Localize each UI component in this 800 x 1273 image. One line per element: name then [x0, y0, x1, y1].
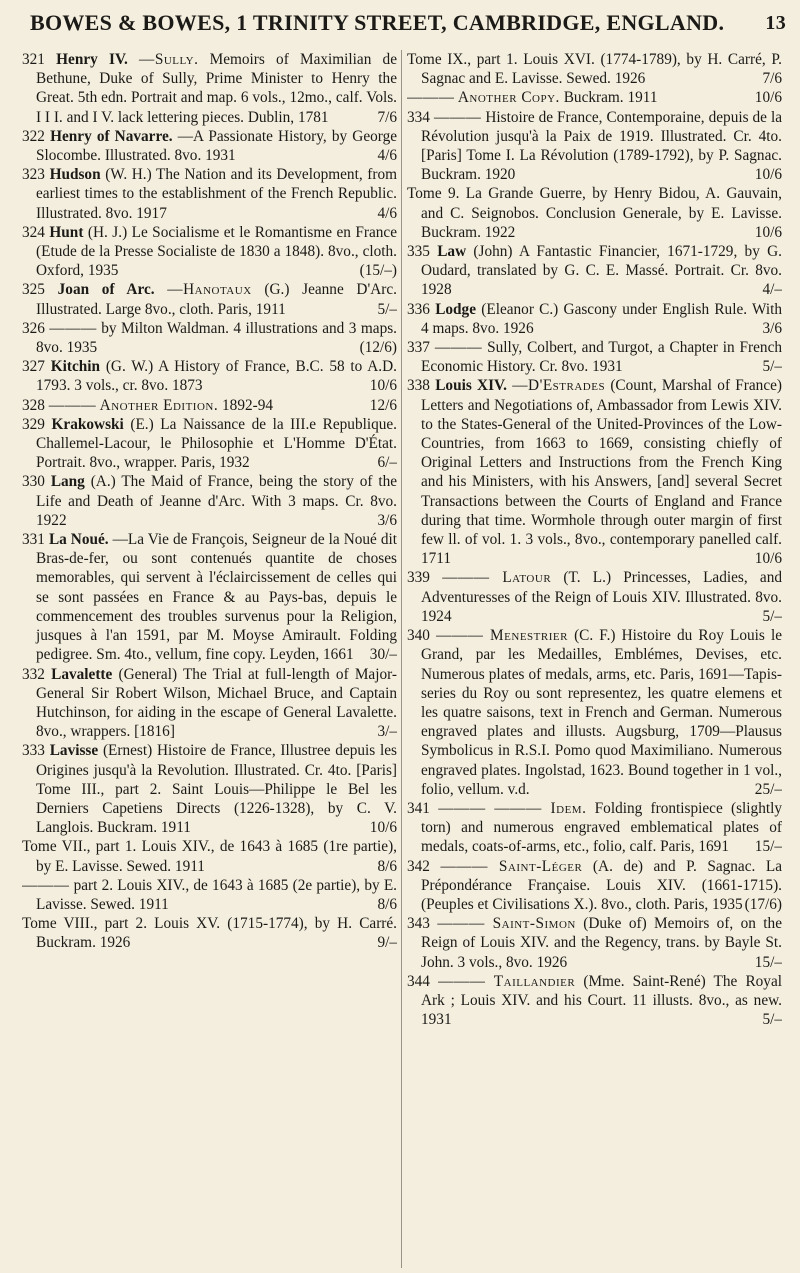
- entry-description: (General) The Trial at full-length of Major-General Sir Robert Wilson, Michael Bruce, and Captain Hutchinson, for aiding in the escape of General Lavalette. 8vo., wrappers. [1816]: [36, 665, 397, 741]
- entry-number: 330: [22, 473, 45, 491]
- catalogue-entry: [407, 300, 782, 338]
- catalogue-entry: [407, 799, 782, 857]
- entry-heading-smallcaps: ——— ——— Idem.: [438, 799, 587, 817]
- entry-description: by Milton Waldman. 4 illustrations and 3 maps. 8vo. 1935: [36, 319, 397, 357]
- entry-price: 6/–: [377, 454, 397, 472]
- entry-price: 5/–: [762, 358, 782, 376]
- entry-description: Tome VIII., part 2. Louis XV. (1715-1774), by H. Carré. Buckram. 1926: [22, 915, 397, 952]
- entry-description: Tome 9. La Grande Guerre, by Henry Bidou, A. Gauvain, and C. Seignobos. Conclusion Generale, by E. Lavisse. Buckram. 1922: [407, 185, 782, 241]
- entry-description: (Ernest) Histoire de France, Illustree depuis les Origines jusqu'à la Revolution. Illustrated. Cr. 4to. [Paris] Tome III., part 2. Saint Louis—Philippe le Bel les Derniers Capetiens Directs (1226-1328), by C. V. Langlois. Buckram. 1911: [36, 742, 397, 837]
- entry-number: 342: [407, 857, 430, 875]
- entry-description: Histoire de France, Contemporaine, depuis de la Révolution jusqu'à la Paix de 1919. Illustrated. Cr. 4to. [Paris] Tome I. La Révolution (1789-1792), by P. Sagnac. Buckram. 1920: [421, 108, 782, 184]
- entry-heading: Henry of Navarre.: [50, 127, 173, 145]
- column-divider: [401, 50, 402, 1268]
- catalogue-entry: [22, 741, 397, 837]
- entry-heading: Law: [437, 243, 467, 261]
- entry-price: 4/6: [377, 204, 397, 222]
- entry-number: 344: [407, 972, 430, 990]
- catalogue-entry: [407, 50, 782, 88]
- entry-heading: Lavalette: [51, 665, 113, 683]
- entry-description: (John) A Fantastic Financier, 1671-1729, by G. Oudard, translated by G. C. E. Massé. Portrait. Cr. 8vo. 1928: [421, 243, 782, 299]
- entry-heading-smallcaps: ———: [49, 319, 97, 337]
- entry-description: 1892-94: [222, 396, 274, 414]
- entry-heading-smallcaps: ——— Another Copy.: [407, 89, 560, 107]
- entry-description: (A. de) and P. Sagnac. La Prépondérance Française. Louis XIV. (1661-1715). (Peuples et Civilisations X.). 8vo., cloth. Paris, 1935: [421, 857, 782, 913]
- entry-number: 328: [22, 396, 45, 414]
- entry-heading-smallcaps: ——— Taillandier: [438, 972, 576, 990]
- entry-price: 10/6: [754, 89, 782, 107]
- entry-number: 329: [22, 415, 45, 433]
- entry-number: 322: [22, 127, 45, 145]
- entry-price: 3/6: [762, 319, 782, 337]
- entry-heading: Krakowski: [51, 415, 124, 433]
- catalogue-entry: [407, 184, 782, 242]
- entry-description: Tome IX., part 1. Louis XVI. (1774-1789), by H. Carré, P. Sagnac and E. Lavisse. Sewed. 1926: [407, 51, 782, 88]
- running-header: [0, 0, 800, 46]
- catalogue-entry: [407, 108, 782, 185]
- entry-number: 332: [22, 665, 45, 683]
- entry-number: 341: [407, 799, 430, 817]
- entry-description: (T. L.) Princesses, Ladies, and Adventuresses of the Reign of Louis XIV. Illustrated. 8vo. 1924: [421, 569, 782, 625]
- entry-heading: Lavisse: [49, 742, 99, 760]
- left-column: [22, 50, 397, 1268]
- entry-price: 15/–: [754, 953, 782, 971]
- catalogue-entry: [407, 568, 782, 626]
- entry-number: 326: [22, 319, 45, 337]
- entry-price: 10/6: [754, 223, 782, 241]
- entry-price: (15/–): [359, 262, 397, 280]
- entry-heading-smallcaps: —Hanotaux: [167, 281, 252, 299]
- entry-description: (E.) La Naissance de la III.e Republique. Challemel-Lacour, le Philosophie et L'Homme D'État. Portrait. 8vo., wrapper. Paris, 1932: [36, 415, 397, 472]
- entry-price: 15/–: [754, 838, 782, 856]
- catalogue-entry: [22, 223, 397, 281]
- entry-number: 334: [407, 108, 430, 126]
- entry-heading: Lodge: [435, 300, 476, 318]
- entry-number: 325: [22, 281, 45, 299]
- entry-description: (G. W.) A History of France, B.C. 58 to A.D. 1793. 3 vols., cr. 8vo. 1873: [36, 358, 397, 395]
- catalogue-entry: [22, 530, 397, 664]
- entry-number: 321: [22, 51, 45, 68]
- entry-price: 7/6: [762, 70, 782, 88]
- catalogue-entry: [407, 914, 782, 972]
- entry-price: (17/6): [744, 895, 782, 913]
- entry-heading: Hunt: [49, 223, 84, 241]
- catalogue-entry: [22, 280, 397, 318]
- catalogue-entry: [407, 242, 782, 300]
- entry-price: 3/–: [377, 723, 397, 741]
- entry-description: (G.) Jeanne D'Arc. Illustrated. Large 8vo., cloth. Paris, 1911: [36, 281, 397, 318]
- entry-description: part 2. Louis XIV., de 1643 à 1685 (2e partie), by E. Lavisse. Sewed. 1911: [36, 876, 397, 913]
- entry-price: 10/6: [369, 819, 397, 837]
- entry-heading: Hudson: [49, 166, 101, 184]
- catalogue-entry: [22, 415, 397, 473]
- entry-heading: La Noué.: [48, 531, 109, 549]
- entry-price: 10/6: [754, 166, 782, 184]
- catalogue-entry: [407, 88, 782, 107]
- catalogue-entry: [407, 338, 782, 376]
- entry-price: 9/–: [377, 934, 397, 952]
- catalogue-entry: [22, 472, 397, 530]
- entry-heading-smallcaps: ——— Saint-Simon: [437, 915, 576, 933]
- entry-heading-smallcaps: —D'Estrades: [512, 377, 606, 395]
- running-head-text: BOWES & BOWES, 1 TRINITY STREET, CAMBRIDGE, ENGLAND.: [30, 10, 725, 35]
- catalogue-entry: [22, 914, 397, 952]
- entry-number: 331: [22, 531, 45, 549]
- entry-description: (W. H.) The Nation and its Development, from earliest times to the establishment of the French Republic. Illustrated. 8vo. 1917: [36, 166, 397, 222]
- entry-number: 323: [22, 166, 45, 184]
- entry-number: 333: [22, 742, 45, 760]
- entry-number: 338: [407, 377, 430, 395]
- entry-description: (H. J.) Le Socialisme et le Romantisme en France (Etude de la Presse Socialiste de 1830 a 1848). 8vo., cloth. Oxford, 1935: [36, 223, 397, 280]
- entry-heading-smallcaps: ——— Menestrier: [436, 627, 568, 645]
- entry-number: 324: [22, 223, 45, 241]
- entry-heading: Henry IV.: [56, 51, 128, 68]
- entry-number: 337: [407, 339, 430, 357]
- entry-description: —La Vie de François, Seigneur de la Noué dit Bras-de-fer, ou sont contenués quantite de choses memorables, qui servent à l'éclaircissement de celles qui se sont passées en France & au Pays-bas, depuis le commencement des troubles survenus pour la Religion, jusques à l'an 1591, par M. Moyse Amirault. Folding pedigree. Sm. 4to., vellum, fine copy. Leyden, 1661: [36, 531, 397, 664]
- entry-heading-smallcaps: ——— Latour: [442, 569, 552, 587]
- entry-price: 8/6: [377, 857, 397, 875]
- right-column: [407, 50, 782, 1268]
- entry-heading-smallcaps: ———: [22, 876, 70, 894]
- entry-price: 12/6: [369, 396, 397, 414]
- entry-description: Sully, Colbert, and Turgot, a Chapter in French Economic History. Cr. 8vo. 1931: [421, 339, 782, 376]
- entry-price: 10/6: [754, 550, 782, 568]
- entry-number: 340: [407, 627, 430, 645]
- entry-description: Tome VII., part 1. Louis XIV., de 1643 à 1685 (1re partie), by E. Lavisse. Sewed. 1911: [22, 838, 397, 875]
- entry-price: 7/6: [377, 108, 397, 126]
- catalogue-entry: [22, 357, 397, 395]
- entry-heading: Lang: [50, 473, 85, 491]
- entry-price: 4/–: [762, 281, 782, 299]
- catalogue-entry: [22, 127, 397, 165]
- entry-price: 8/6: [377, 895, 397, 913]
- entry-number: 339: [407, 569, 430, 587]
- entry-description: Buckram. 1911: [563, 89, 658, 107]
- catalogue-entry: [407, 857, 782, 915]
- entry-heading-smallcaps: —Sully.: [139, 51, 199, 68]
- entry-price: 5/–: [762, 1011, 782, 1029]
- entry-heading: Louis XIV.: [435, 377, 507, 395]
- entry-price: 30/–: [369, 646, 397, 664]
- catalogue-entry: [22, 165, 397, 223]
- entry-number: 335: [407, 243, 430, 261]
- entry-price: 5/–: [762, 607, 782, 625]
- catalogue-entry: [22, 837, 397, 875]
- entry-description: (Mme. Saint-René) The Royal Ark ; Louis XIV. and his Court. 11 illusts. 8vo., as new. 1931: [421, 972, 782, 1029]
- entry-number: 343: [407, 915, 430, 933]
- entry-description: (Duke of) Memoirs of, on the Reign of Louis XIV. and the Regency, trans. by Bayle St. John. 3 vols., 8vo. 1926: [421, 915, 782, 971]
- entry-description: (A.) The Maid of France, being the story of the Life and Death of Jeanne d'Arc. With 3 maps. Cr. 8vo. 1922: [36, 473, 397, 529]
- catalogue-entry: [22, 50, 397, 127]
- entry-description: Memoirs of Maximilian de Bethune, Duke of Sully, Prime Minister to Henry the Great. 5th edn. Portrait and map. 6 vols., 12mo., calf. Vols. I I I. and I V. lack lettering pieces. Dublin, 1781: [36, 51, 397, 126]
- entry-heading: Kitchin: [50, 358, 101, 376]
- entry-price: (12/6): [359, 339, 397, 357]
- entry-description: Folding frontispiece (slightly torn) and numerous engraved emblematical plates of medals, coats-of-arms, etc., folio, calf. Paris, 1691: [421, 799, 782, 856]
- entry-heading-smallcaps: ——— Saint-Léger: [440, 857, 583, 875]
- entry-price: 3/6: [377, 511, 397, 529]
- catalogue-entry: [407, 376, 782, 568]
- entry-heading: Joan of Arc.: [57, 281, 155, 299]
- entry-heading-smallcaps: ——— Another Edition.: [48, 396, 219, 414]
- entry-price: 10/6: [369, 377, 397, 395]
- entry-description: (C. F.) Histoire du Roy Louis le Grand, par les Medailles, Emblémes, Devises, etc. Numerous plates of medals, arms, etc. Paris, 1691—Tapis-series du Roy ou sont representez, les quatre elemens et les quatre saisons, text in French and German. Numerous engraved plates and illusts. Augsburg, 1709—Plausus Symbolicus in R.S.I. Pomo quod Maximiliano. Numerous engraved plates. Ingolstad, 1623. Bound together in 1 vol., folio, vellum. v.d.: [421, 627, 782, 798]
- catalogue-entry: [22, 396, 397, 415]
- catalogue-entry: [407, 972, 782, 1030]
- catalogue-entry: [22, 319, 397, 357]
- entry-description: (Eleanor C.) Gascony under English Rule. With 4 maps. 8vo. 1926: [421, 300, 782, 337]
- entry-number: 327: [22, 358, 45, 376]
- entry-heading-smallcaps: ———: [434, 339, 483, 357]
- catalogue-entry: [407, 626, 782, 799]
- entry-price: 5/–: [377, 300, 397, 318]
- entry-price: 25/–: [754, 780, 782, 798]
- catalogue-entry: [22, 665, 397, 742]
- entry-description: (Count, Marshal of France) Letters and Negotiations of, Ambassador from Lewis XIV. to the States-General of the United-Provinces of the Low-Countries, from 1663 to 1669, consisting chiefly of Original Letters and Instructions from the French King and his Ministers, with his Answers, [and] several Secret Transactions between the Courts of England and France during that time. Wormhole through outer margin of first few ll. of vol. 1. 3 vols., 8vo., contemporary panelled calf. 1711: [421, 377, 782, 568]
- entry-price: 4/6: [377, 147, 397, 165]
- catalogue-entry: [22, 876, 397, 914]
- entry-description: —A Passionate History, by George Slocombe. Illustrated. 8vo. 1931: [36, 127, 397, 165]
- entry-heading-smallcaps: ———: [433, 108, 482, 126]
- entry-number: 336: [407, 300, 430, 318]
- page-number: 13: [765, 12, 786, 34]
